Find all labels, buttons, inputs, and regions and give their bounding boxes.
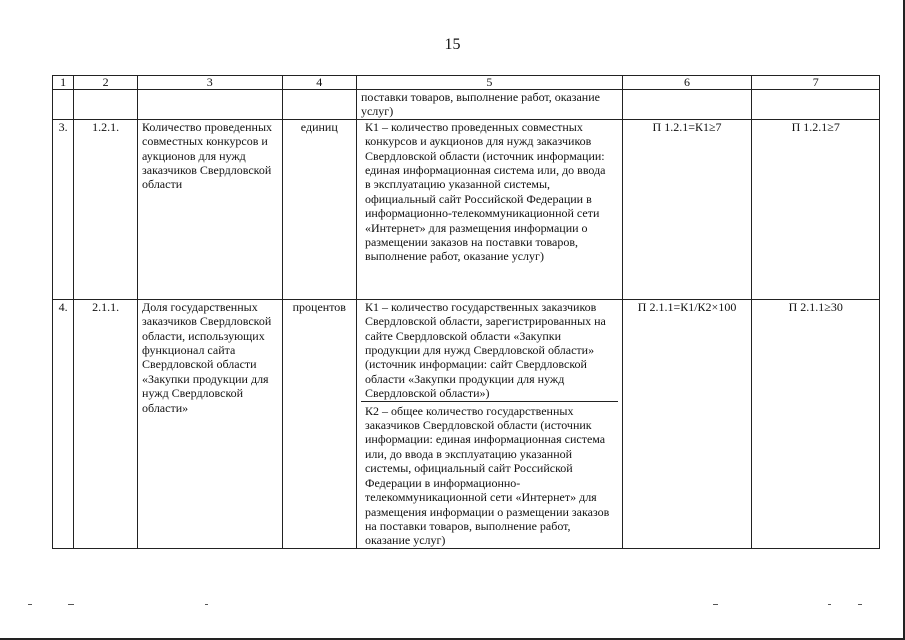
header-row [53,76,880,90]
continuation-row [53,90,880,120]
header-col-6: 6 [622,76,752,90]
calculation-parts [356,119,622,299]
formula: П 2.1.1=К1/К2×100 [622,299,752,548]
indicator-code: 2.1.1. [74,299,138,548]
header-col-7: 7 [752,76,880,90]
part-k1: К1 – количество государственных заказчиков Свердловской области, зарегистрированных на сайте Свердловской области «Закупки продукции для нужд Свердловской области» (источник информации: сайт Свердловской области «Закупки продукции для нужд Свердловской области») [364,299,606,401]
continuation-text: поставки товаров, выполнение работ, оказание услуг) [356,90,622,120]
formula: П 1.2.1=К1≥7 [622,119,752,299]
header-col-1: 1 [53,76,74,90]
cell-empty [53,90,74,120]
row-number: 3. [53,119,74,299]
cell-empty [138,90,283,120]
indicator-name: Количество проведенных совместных конкурсов и аукционов для нужд заказчиков Свердловской области [138,119,283,299]
row-number: 4. [53,299,74,548]
table-row [53,119,880,299]
indicator-name: Доля государственных заказчиков Свердловской области, использующих функционал сайта Свердловской области «Закупки продукции для нужд Свердловской области» [138,299,283,548]
calculation-parts [356,299,622,548]
page-number: 15 [444,36,461,53]
cell-empty [74,90,138,120]
part-k2: К2 – общее количество государственных заказчиков Свердловской области (источник информации: единая информационная система или, до ввода в эксплуатацию указанной системы, официальный сайт Российской Федерации в информационно-телекоммуникационной сети «Интернет» для размещения информации о размещении заказов на поставки товаров, выполнение работ, оказание услуг) [361,401,618,548]
unit: процентов [282,299,356,548]
table-row [53,299,880,548]
indicator-table [52,75,880,549]
header-col-3: 3 [138,76,283,90]
header-col-5: 5 [356,76,622,90]
header-col-2: 2 [74,76,138,90]
unit: единиц [282,119,356,299]
scan-specks [0,604,905,608]
target-value: П 2.1.1≥30 [752,299,880,548]
header-col-4: 4 [282,76,356,90]
indicator-code: 1.2.1. [74,119,138,299]
cell-empty [282,90,356,120]
part-k1: К1 – количество проведенных совместных конкурсов и аукционов для нужд заказчиков Свердловской области (источник информации: единая информационная система или, до ввода в эксплуатацию указанной системы, официальный сайт Российской Федерации в информационно-телекоммуникационной сети «Интернет» для размещения информации о размещении заказов на поставки товаров, выполнение работ, оказание услуг) [364,119,606,264]
cell-empty [622,90,752,120]
target-value: П 1.2.1≥7 [752,119,880,299]
cell-empty [752,90,880,120]
